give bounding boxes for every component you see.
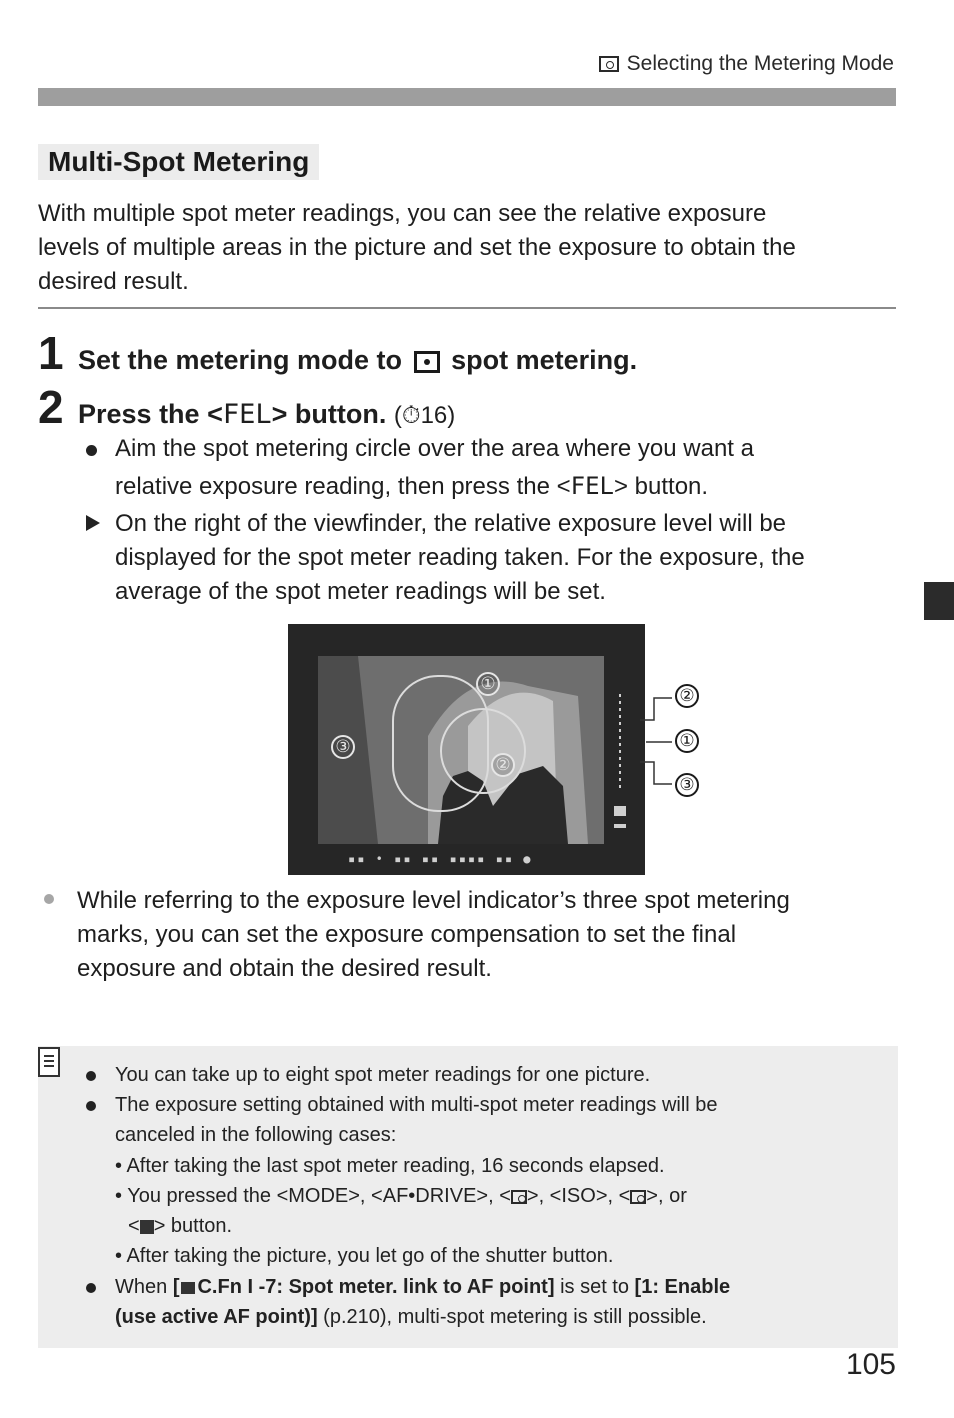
intro-line: desired result. <box>38 268 189 295</box>
viewfinder-scene <box>318 656 604 844</box>
exposure-note <box>77 884 907 986</box>
note-line: exposure and obtain the desired result. <box>77 955 492 982</box>
memo-icon <box>38 1047 60 1077</box>
fel-key: FEL <box>222 399 272 430</box>
item-line: relative exposure reading, then press the <FEL> button. <box>115 472 709 500</box>
bullet-dot <box>86 1283 96 1293</box>
viewfinder-status-bar: ▪▪ • ▪▪ ▪▪ ▪▪▪▪ ▪▪ ● <box>348 852 533 866</box>
note-line: While referring to the exposure level indicator’s three spot metering <box>77 887 790 914</box>
section-title: Multi-Spot Metering <box>38 144 319 180</box>
fel-key: FEL <box>570 472 614 500</box>
step-2-item-1 <box>115 432 905 504</box>
step-2-item-2 <box>115 507 905 609</box>
exposure-compensation-icon <box>140 1220 154 1234</box>
note-bullet-1: You can take up to eight spot meter readings for one picture. <box>115 1064 651 1086</box>
bullet-dot <box>44 894 54 904</box>
page-reference: (⏱16) <box>393 402 456 429</box>
note-line: marks, you can set the exposure compensation to set the final <box>77 921 737 948</box>
divider <box>38 307 896 309</box>
item-line: On the right of the viewfinder, the relative exposure level will be <box>115 510 787 537</box>
custom-function-icon <box>181 1282 195 1294</box>
running-header <box>599 52 894 76</box>
spot-label-3: ③ <box>331 735 355 759</box>
result-arrow-icon <box>86 515 100 531</box>
note-sub-3: • After taking the picture, you let go of the shutter button. <box>115 1245 614 1267</box>
viewfinder-illustration <box>288 624 645 875</box>
note-sub-2-cont: < > button. <box>128 1215 233 1237</box>
quick-control-icon <box>630 1190 646 1204</box>
spot-metering-icon <box>599 56 619 72</box>
bullet-dot <box>86 445 97 456</box>
note-sub-1: • After taking the last spot meter reading, 16 seconds elapsed. <box>115 1155 665 1177</box>
callout-3: ③ <box>675 773 699 797</box>
step-2-text: Press the < <box>78 399 223 429</box>
item-line: displayed for the spot meter reading taken. For the exposure, the <box>115 544 805 571</box>
step-2-text-end: > button. <box>271 399 387 429</box>
item-line: Aim the spot metering circle over the area where you want a <box>115 435 754 462</box>
item-line: average of the spot meter readings will be set. <box>115 578 606 605</box>
step-1-text-end: spot metering. <box>451 345 638 375</box>
callout-2: ② <box>675 684 699 708</box>
bullet-dot <box>86 1071 96 1081</box>
callout-1: ① <box>675 729 699 753</box>
spot-label-1: ① <box>476 672 500 696</box>
intro-line: With multiple spot meter readings, you can see the relative exposure <box>38 200 767 227</box>
callout-lines <box>618 690 678 800</box>
spot-label-2: ② <box>491 753 515 777</box>
metering-mode-icon <box>511 1190 527 1204</box>
step-number: 2 <box>38 381 64 433</box>
chapter-tab <box>924 582 954 620</box>
step-2 <box>38 380 455 434</box>
step-number: 1 <box>38 327 64 379</box>
page-number: 105 <box>845 1348 896 1381</box>
running-header-title: Selecting the Metering Mode <box>626 52 894 75</box>
spot-metering-icon <box>414 351 440 373</box>
intro-paragraph <box>38 197 908 299</box>
step-1 <box>38 326 637 380</box>
bullet-dot <box>86 1101 96 1111</box>
note-bullet-2: The exposure setting obtained with multi-spot meter readings will be canceled in the following cases: <box>115 1094 718 1146</box>
header-bar <box>38 88 896 106</box>
note-bullet-3: When [ C.Fn I -7: Spot meter. link to AF point] is set to [1: Enable (use active AF point)] (p.210), multi-spot metering is still possible. <box>115 1276 731 1328</box>
intro-line: levels of multiple areas in the picture and set the exposure to obtain the <box>38 234 796 261</box>
scene-graphic <box>318 656 604 844</box>
step-1-text: Set the metering mode to <box>78 345 403 375</box>
note-sub-2: • You pressed the <MODE>, <AF•DRIVE>, < >, <ISO>, < >, or <box>115 1185 687 1207</box>
